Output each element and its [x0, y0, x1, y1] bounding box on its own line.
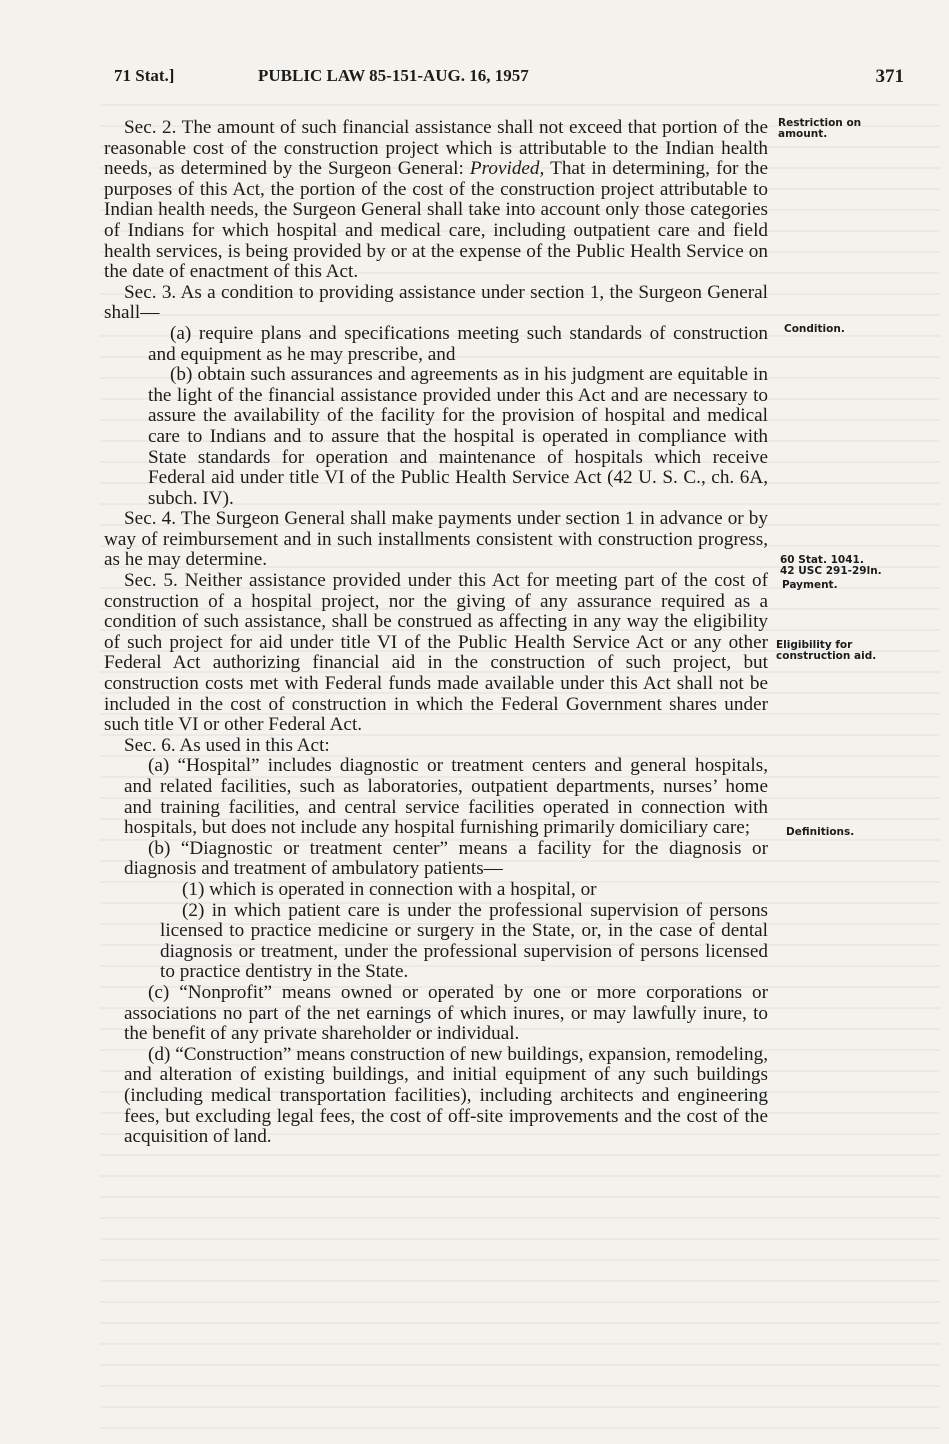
section-6: Sec. 6. As used in this Act:: [124, 734, 330, 756]
running-header: [114, 66, 904, 92]
margin-note-citation: [780, 555, 882, 577]
margin-note-line: Eligibility for: [776, 639, 853, 651]
margin-note-payment: Payment.: [782, 579, 838, 591]
margin-note-eligibility: [776, 640, 876, 662]
page-number: 371: [875, 66, 904, 87]
section-6-d: (d) “Construction” means construction of new buildings, expansion, remodeling, and alteration of existing buildings, and initial equipment of any such buildings (including medical transportation facilities), including architects and engineering fees, but excluding legal fees, the cost of off-site improvements and the cost of the acquisition of land.: [124, 1043, 768, 1148]
margin-note-line: amount.: [778, 128, 828, 140]
section-6-b-1: (1) which is operated in connection with a hospital, or: [182, 878, 597, 900]
volume-reference: 71 Stat.]: [114, 66, 175, 85]
section-2-text-a: Sec. 2. The amount of such financial assistance shall not exceed that portion of the reasonable cost of the construction project which is attributable to the Indian health needs, as determined by the Surgeon General:: [104, 117, 768, 180]
section-6-c: (c) “Nonprofit” means owned or operated by one or more corporations or associations no part of the net earnings of which inures, or may lawfully inure, to the benefit of any private shareholder or individual.: [124, 981, 768, 1045]
margin-note-line: Restriction on: [778, 117, 862, 129]
section-6-b-2: (2) in which patient care is under the professional supervision of persons licensed to practice medicine or surgery in the State, or, in the case of dental diagnosis or treatment, under the professional supervision of persons licensed to practice dentistry in the State.: [160, 899, 768, 983]
margin-note-line: 60 Stat. 1041.: [780, 554, 864, 566]
margin-note-restriction: [778, 118, 861, 140]
section-2-text-b: That in determining, for the purposes of this Act, the portion of the cost of the construction project attributable to Indian health needs, the Surgeon General shall take into account only those categories of Indians for which hospital and medical care, including outpatient care and field health services, is being provided by or at the expense of the Public Health Service on the date of enactment of this Act.: [104, 158, 768, 283]
section-5: Sec. 5. Neither assistance provided under this Act for meeting part of the cost of construction of a hospital project, nor the giving of any assurance required as a condition of such assistance, shall be construed as affecting in any way the eligibility of such project for aid under title VI of the Public Health Service Act or any other Federal Act authorizing financial aid in the construction of such project, but construction costs met with Federal funds made available under this Act shall not be included in the cost of construction in which the Federal Government shares under such title VI or other Federal Act.: [104, 570, 768, 736]
section-2-provided: Provided,: [469, 158, 545, 180]
statute-body: [104, 118, 768, 1148]
section-3: Sec. 3. As a condition to providing assistance under section 1, the Surgeon General shall—: [104, 281, 768, 324]
section-6-a: (a) “Hospital” includes diagnostic or treatment centers and general hospitals, and related facilities, such as laboratories, outpatient departments, nurses’ home and training facilities, and central service facilities operated in connection with hospitals, but does not include any hospital furnishing primarily domiciliary care;: [124, 755, 768, 839]
margin-note-line: 42 USC 291-29ln.: [780, 565, 882, 577]
section-2: [104, 118, 768, 283]
margin-note-definitions: Definitions.: [786, 826, 855, 838]
section-3-a: (a) require plans and specifications meeting such standards of construction and equipment as he may prescribe, and: [148, 322, 768, 365]
section-3-b: (b) obtain such assurances and agreements as in his judgment are equitable in the light of the financial assistance provided under this Act and are necessary to assure the availability of the facility for the provision of hospital and medical care to Indians and to assure that the hospital is operated in compliance with State standards for operation and maintenance of hospitals which receive Federal aid under title VI of the Public Health Service Act (42 U. S. C., ch. 6A, subch. IV).: [148, 364, 768, 509]
header-title: PUBLIC LAW 85-151-AUG. 16, 1957: [258, 66, 529, 85]
margin-note-line: construction aid.: [776, 650, 877, 662]
section-6-b: (b) “Diagnostic or treatment center” means a facility for the diagnosis or diagnosis and treatment of ambulatory patients—: [124, 837, 768, 880]
margin-note-condition: Condition.: [784, 323, 845, 335]
section-4: Sec. 4. The Surgeon General shall make payments under section 1 in advance or by way of reimbursement and in such installments consistent with construction progress, as he may determine.: [104, 508, 768, 571]
